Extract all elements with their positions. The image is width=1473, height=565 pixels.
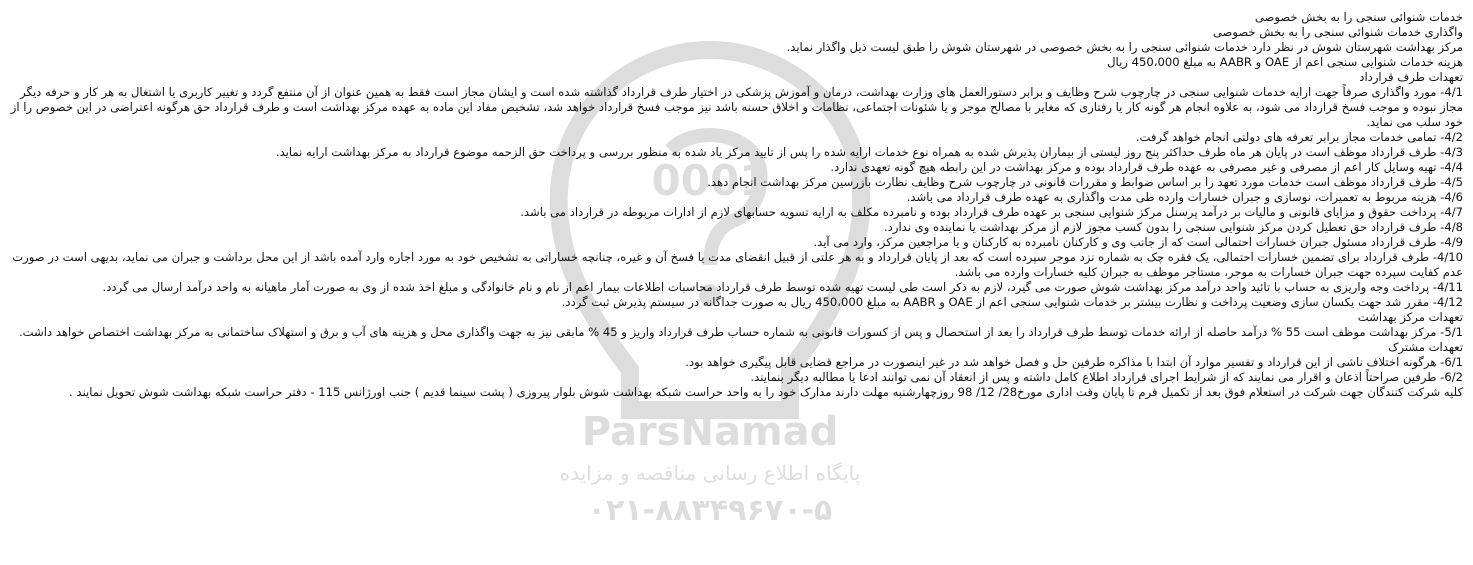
contractor-item-4-3: 4/3- طرف قرارداد موظف است در پایان هر ماه طرف حداکثر پنج روز لیستی از بیماران پذیرش شده به همراه نوع خدمات ارایه شده را پس از تایید مرکز یاد شده به منظور بررسی و پرداخت حق الزحمه موضوع قرارداد به مرکز بهداشت ارایه نماید. [275, 145, 1463, 159]
center-item-5-1: 5/1- مرکز بهداشت موظف است 55 % درآمد حاصله از ارائه خدمات توسط طرف قرارداد را بعد از استحصال و پس از کسورات قانونی به شماره حساب طرف قرارداد واریز و 45 % مابقی نیز به جهت واگذاری محل و هزینه های آب و برق و استهلاک ساختمانی به مرکز بهداشت اختصاص خواهد داشت. [18, 325, 1463, 339]
watermark-site: پایگاه اطلاع رسانی مناقصه و مزایده [559, 461, 861, 485]
shared-item-6-2: 6/2- طرفین صراحتاً اذعان و اقرار می نمایند که از شرایط اجرای قرارداد اطلاع کامل داشته و پس از انعقاد آن نمی توانند ادعا یا مطالبه دیگر بنمایند. [750, 370, 1463, 384]
contractor-item-4-12: 4/12- مقرر شد جهت یکسان سازی وضعیت پرداخت و نظارت بیشتر بر خدمات شنوایی سنجی اعم از OAE و AABR به مبلغ 450،000 ریال به صورت جداگانه در سیستم پذیرش ثبت گردد. [561, 295, 1463, 309]
tender-document [8, 10, 1463, 400]
closing-paragraph: کلیه شرکت کنندگان جهت شرکت در استعلام فوق بعد از تکمیل فرم تا پایان وقت اداری مورخ28/ 12/ 98 روزچهارشنبه مهلت دارند مدارک خود را به واحد حراست شبکه بهداشت شوش بلوار پیروزی ( پشت سینما قدیم ) جنب اورژانس 115 - دفتر حراست شبکه بهداشت شوش تحویل نمایند . [69, 385, 1463, 399]
contractor-item-4-6: 4/6- هزینه مربوط به تعمیرات، نوسازی و جبران خسارات وارده طی مدت واگذاری به عهده طرف قرارداد می باشد. [906, 190, 1463, 204]
cost-line: هزینه خدمات شنوایی سنجی اعم از OAE و AABR به مبلغ 450،000 ریال [1107, 55, 1463, 69]
intro-paragraph: مرکز بهداشت شهرستان شوش در نظر دارد خدمات شنوائی سنجی را به بخش خصوصی در شهرستان شوش را طبق لیست ذیل واگذار نماید. [786, 40, 1463, 54]
shared-heading: تعهدات مشترک [1388, 340, 1463, 354]
shared-item-6-1: 6/1- هرگونه اختلاف ناشی از این قرارداد و تفسیر موارد آن ابتدا با مذاکره طرفین حل و فصل خواهد شد در غیر اینصورت در مراجع قضایی قابل پیگیری خواهد بود. [685, 355, 1463, 369]
contractor-item-4-4: 4/4- تهیه وسایل کار اعم از مصرفی و غیر مصرفی به عهده طرف قرارداد بوده و مرکز بهداشت در این رابطه هیچ گونه تعهدی ندارد. [830, 160, 1463, 174]
contractor-item-4-5: 4/5- طرف قرارداد موظف است خدمات مورد تعهد را بر اساس ضوابط و مقررات قانونی در چارچوب شرح وظایف نظارت بازرسین مرکز بهداشت انجام دهد. [707, 175, 1463, 189]
watermark-phone: ۰۲۱-۸۸۳۴۹۶۷۰-۵ [587, 493, 833, 528]
contractor-item-4-11: 4/11- پرداخت وجه واریزی به حساب با تائید واحد درآمد مرکز بهداشت شوش صورت می گیرد، لازم به ذکر است طی لیست تهیه شده توسط طرف قرارداد محاسبات اطلاعات بیمار اعم از نام و نام خانوادگی و مبلغ اخذ شده از وی به صورت آمار ماهیانه به واحد درآمد ارسال می گردد. [102, 280, 1463, 294]
contractor-heading: تعهدات طرف قرارداد [1359, 70, 1463, 84]
contractor-item-4-7: 4/7- پرداخت حقوق و مزایای قانونی و مالیات بر درآمد پرسنل مرکز شنوایی سنجی بر عهده طرف قرارداد بوده و نامبرده مکلف به ارایه تسویه حسابهای لازم از ادارات مربوطه در قرارداد می باشد. [520, 205, 1463, 219]
contractor-item-4-2: 4/2- تمامی خدمات مجاز برابر تعرفه های دولتی انجام خواهد گرفت. [1135, 130, 1463, 144]
page-title: خدمات شنوائی سنجی را به بخش خصوصی [1254, 10, 1463, 24]
contractor-item-4-8: 4/8- طرف قرارداد حق تعطیل کردن مرکز شنوایی سنجی را بدون کسب مجوز لازم از مرکز بهداشت یا نماینده وی ندارد. [884, 220, 1463, 234]
watermark-number: 0001 [651, 156, 769, 205]
page-subtitle: واگذاری خدمات شنوائی سنجی را به بخش خصوصی [1212, 25, 1463, 39]
contractor-item-4-10: 4/10- طرف قرارداد برای تضمین خسارات احتمالی، یک فقره چک به شماره نزد موجر سپرده است که بعد از پایان قرارداد و به هر علتی از قبیل انقضای مدت یا فسخ آن و غیره، چنانچه خساراتی به تشخیص خود به مورد اجاره وارد آمده باشد از این محل برداشت و جبران می نماید، بدیهی است در صورت عدم کفایت سپرده جهت جبران خسارات به موجر، مستاجر موظف به جبران کلیه خسارات وارده می باشد. [12, 250, 1463, 279]
contractor-item-4-1: 4/1- مورد واگذاری صرفاً جهت ارایه خدمات شنوایی سنجی در چارچوب شرح وظایف و برابر دستورالعمل های وزارت بهداشت، درمان و آموزش پزشکی در اختیار طرف قرارداد گذاشته شده است و ایشان مجاز است فقط به همین عنوان از آن منتفع گردد و تغییر کاربری یا اشتغال به هر کار و حرفه دیگر مجاز نبوده و موجب فسخ قرارداد می شود، به علاوه انجام هر گونه کار یا رفتاری که مغایر با مصالح موجر و یا شئونات اجتماعی، نظامات و اخلاق حسنه باشد نیز موجب فسخ قرارداد خواهد شد، تشخیص مفاد این ماده به عهده مرکز بهداشت است و طرف قرارداد حق هرگونه اعتراضی در این خصوص را از خود سلب می نماید. [10, 85, 1463, 129]
watermark-brand: ParsNamad [581, 409, 839, 455]
center-heading: تعهدات مرکز بهداشت [1357, 310, 1463, 324]
contractor-item-4-9: 4/9- طرف قرارداد مسئول جبران خسارات احتمالی است که از جانب وی و کارکنان نامبرده به کارکنان و یا مراجعین مرکز، وارد می آید. [813, 235, 1463, 249]
